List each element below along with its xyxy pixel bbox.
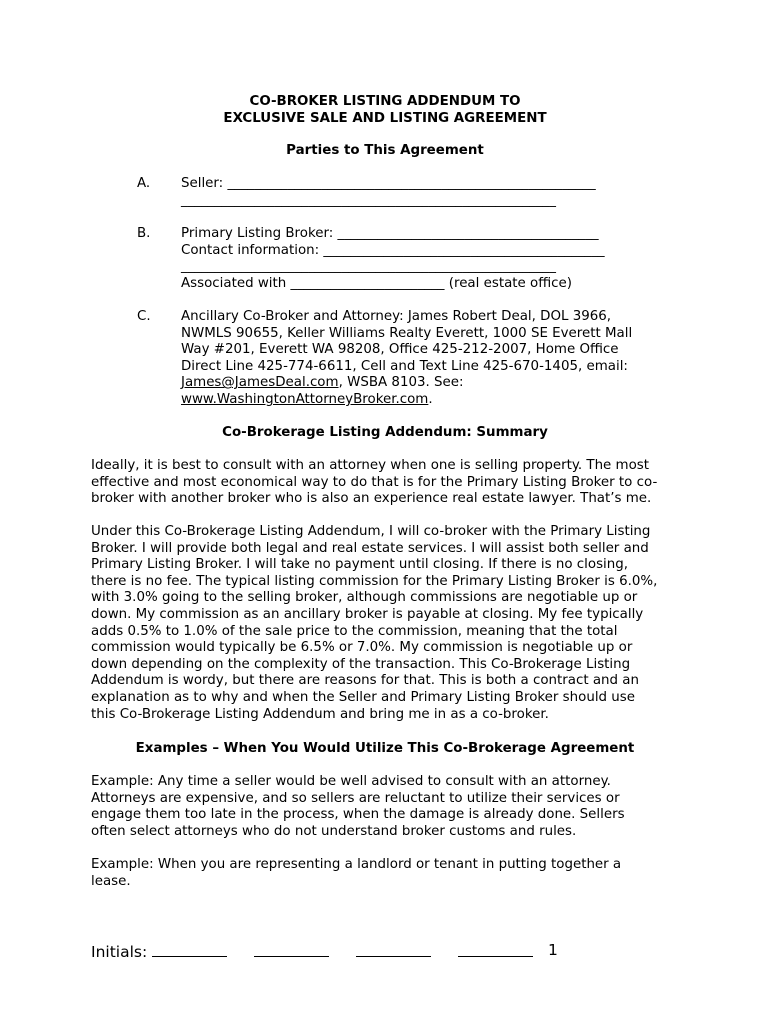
paragraph-line: down depending on the complexity of the transaction. This Co-Brokerage Listing: [91, 656, 631, 672]
party-c-line-5: [181, 375, 661, 392]
paragraph-line: Under this Co-Brokerage Listing Addendum, I will co-broker with the Primary Listing: [91, 524, 651, 539]
contact-info-line: Contact information: __________________________________________: [181, 242, 605, 258]
seller-line-2: ________________________________________________________: [181, 192, 556, 208]
initials-blank-2[interactable]: [254, 942, 329, 957]
initials-label: Initials:: [91, 943, 148, 961]
paragraph-line: broker with another broker who is also an experience real estate lawyer. That’s me.: [91, 491, 652, 507]
contact-info-line-2: ________________________________________________________: [181, 259, 556, 275]
party-c-line-4: Direct Line 425-774-6611, Cell and Text Line 425-670-1405, email:: [181, 358, 628, 374]
party-b-primary-broker: [181, 226, 661, 292]
paragraph-line: there is no fee. The typical listing commission for the Primary Listing Broker is 6.0%,: [91, 573, 658, 589]
summary-paragraph-1: [91, 458, 691, 508]
paragraph-line: often select attorneys who do not understand broker customs and rules.: [91, 823, 577, 839]
party-a-letter: A.: [137, 176, 151, 191]
paragraph-line: this Co-Brokerage Listing Addendum and bring me in as a co-broker.: [91, 706, 549, 722]
initials-blank-1[interactable]: [152, 942, 227, 957]
paragraph-line: commission would typically be 6.5% or 7.0%. My commission is negotiable up or: [91, 640, 633, 656]
parties-heading: Parties to This Agreement: [286, 143, 484, 158]
party-c-line-2: NWMLS 90655, Keller Williams Realty Everett, 1000 SE Everett Mall: [181, 325, 633, 341]
seller-line: Seller: _______________________________________________________: [181, 176, 596, 191]
paragraph-line: Attorneys are expensive, and so sellers are reluctant to utilize their services or: [91, 790, 620, 806]
party-c-line-3: Way #201, Everett WA 98208, Office 425-212-2007, Home Office: [181, 342, 619, 358]
party-c-ancillary-broker: [181, 309, 661, 409]
associated-with-line: Associated with _______________________ (real estate office): [181, 275, 572, 291]
paragraph-line: effective and most economical way to do that is for the Primary Listing Broker to co-: [91, 474, 658, 490]
example-paragraph-2: [91, 857, 691, 890]
paragraph-line: Broker. I will provide both legal and real estate services. I will assist both seller and: [91, 540, 649, 556]
paragraph-line: Addendum is wordy, but there are reasons for that. This is both a contract and an: [91, 673, 639, 689]
initials-blank-4[interactable]: [458, 942, 533, 957]
primary-broker-line: Primary Listing Broker: _______________________________________: [181, 226, 599, 241]
summary-paragraph-2: [91, 524, 691, 723]
paragraph-line: lease.: [91, 873, 131, 889]
paragraph-line: Example: Any time a seller would be well advised to consult with an attorney.: [91, 774, 611, 789]
example-paragraph-1: [91, 774, 691, 840]
party-b-letter: B.: [137, 226, 151, 241]
party-c-letter: C.: [137, 309, 151, 324]
paragraph-line: with 3.0% going to the selling broker, although commissions are negotiable up or: [91, 590, 638, 606]
initials-blank-3[interactable]: [356, 942, 431, 957]
party-a-seller: [181, 176, 661, 209]
paragraph-line: engage them too late in the process, when the damage is already done. Sellers: [91, 807, 625, 823]
paragraph-line: Example: When you are representing a landlord or tenant in putting together a: [91, 857, 622, 872]
paragraph-line: explanation as to why and when the Seller and Primary Listing Broker should use: [91, 689, 636, 705]
party-c-line-1: Ancillary Co-Broker and Attorney: James Robert Deal, DOL 3966,: [181, 309, 612, 324]
title-line-1: CO-BROKER LISTING ADDENDUM TO: [249, 94, 521, 109]
initials-footer: [91, 942, 555, 961]
website-link[interactable]: www.WashingtonAttorneyBroker.com: [181, 391, 429, 407]
summary-heading: Co-Brokerage Listing Addendum: Summary: [222, 425, 548, 440]
website-period: .: [428, 391, 433, 407]
page-number: 1: [548, 941, 558, 959]
party-c-line-6: [181, 392, 661, 409]
paragraph-line: adds 0.5% to 1.0% of the sale price to the commission, meaning that the total: [91, 623, 618, 639]
email-link[interactable]: James@JamesDeal.com: [181, 375, 339, 391]
document-title: [0, 94, 770, 127]
paragraph-line: Primary Listing Broker. I will take no payment until closing. If there is no closing,: [91, 557, 629, 573]
paragraph-line: Ideally, it is best to consult with an attorney when one is selling property. The most: [91, 458, 650, 473]
paragraph-line: down. My commission as an ancillary broker is payable at closing. My fee typically: [91, 606, 644, 622]
examples-heading: Examples – When You Would Utilize This Co-Brokerage Agreement: [135, 741, 635, 756]
wsba-text: , WSBA 8103. See:: [338, 375, 464, 391]
title-line-2: EXCLUSIVE SALE AND LISTING AGREEMENT: [223, 110, 547, 126]
